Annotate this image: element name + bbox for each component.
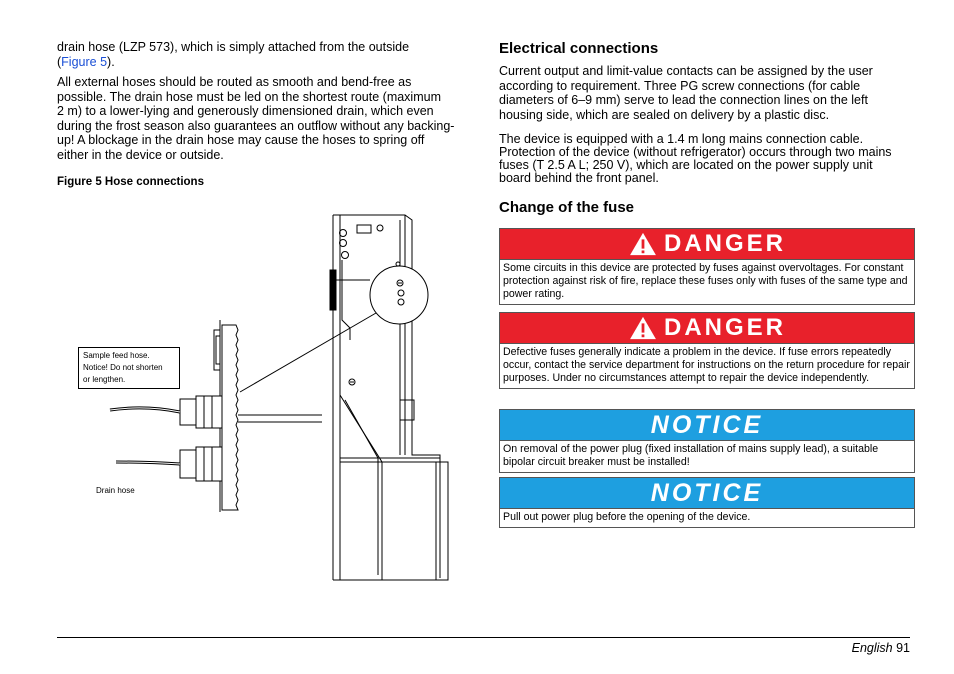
intro-text: drain hose (LZP 573), which is simply attached from the outside: [57, 40, 410, 54]
body-line: board behind the front panel.: [499, 171, 659, 185]
body-line: fuses (T 2.5 A L; 250 V), which are located on the power supply unit: [499, 158, 873, 172]
footer-language: English: [851, 641, 893, 655]
change-fuse-heading: Change of the fuse: [499, 199, 635, 216]
body-line: housing side, which are sealed on delivery by a plastic disc.: [499, 107, 830, 122]
body-line: diameters of 6–9 mm) serve to lead the connection lines on the left: [499, 93, 868, 108]
body-line: Protection of the device (without refrigerator) occurs through two mains: [499, 145, 892, 159]
body-line: either in the device or outside.: [57, 147, 224, 162]
warning-triangle-icon: [628, 316, 658, 340]
notice-title: NOTICE: [650, 410, 764, 439]
notice-text: On removal of the power plug (fixed installation of mains supply lead), a suitable bipolar circuit breaker must be installed!: [500, 440, 914, 472]
body-line: Current output and limit-value contacts can be assigned by the user: [499, 64, 873, 78]
danger-text: Defective fuses generally indicate a problem in the device. If fuse errors repeatedly occur, contact the service department for instructions on the return procedure for repair purposes. Under no circumstances attempt to repair the device independently.: [500, 343, 914, 388]
page-footer: [852, 641, 910, 655]
body-line: 2 m) to a lower-lying and generously dimensioned drain, which even: [57, 104, 434, 119]
danger-header: [500, 229, 914, 259]
body-line: The device is equipped with a 1.4 m long mains connection cable.: [499, 132, 864, 146]
label-line: Notice! Do not shorten: [83, 363, 163, 372]
label-line: Sample feed hose.: [83, 351, 150, 360]
electrical-connections-heading: Electrical connections: [499, 40, 659, 57]
body-line: possible. The drain hose must be led on the shortest route (maximum: [57, 89, 441, 104]
danger-box: [499, 228, 915, 305]
warning-triangle-icon: [628, 232, 658, 256]
danger-text: Some circuits in this device are protected by fuses against overvoltages. For constant protection against risk of fire, replace these fuses only with fuses of the same type and power rating.: [500, 259, 914, 304]
electrical-paragraph-2: [499, 133, 913, 185]
notice-header: [500, 478, 914, 508]
figure-5-link[interactable]: Figure 5: [61, 54, 108, 69]
notice-header: [500, 410, 914, 440]
label-line: or lengthen.: [83, 375, 126, 384]
danger-title: DANGER: [663, 314, 786, 341]
notice-box: [499, 477, 915, 528]
body-line: during the frost season also guarantees an outflow without any backing-: [57, 118, 455, 133]
intro-paragraph: [57, 40, 477, 69]
page-number: 91: [896, 641, 910, 655]
danger-box: [499, 312, 915, 389]
danger-header: [500, 313, 914, 343]
hose-routing-paragraph: [57, 75, 477, 163]
notice-text: Pull out power plug before the opening of the device.: [500, 508, 914, 527]
body-line: All external hoses should be routed as smooth and bend-free as: [57, 75, 412, 89]
hose-connections-figure: [60, 200, 480, 590]
figure-caption: Figure 5 Hose connections: [57, 176, 204, 188]
link-open-paren: (: [57, 54, 62, 69]
notice-title: NOTICE: [650, 478, 764, 507]
body-line: according to requirement. Three PG screw connections (for cable: [499, 78, 861, 93]
footer-rule: [57, 637, 910, 638]
danger-title: DANGER: [663, 230, 786, 257]
drain-hose-label: Drain hose: [96, 486, 135, 495]
electrical-paragraph-1: [499, 64, 913, 122]
body-line: up! A blockage in the drain hose may cause the hoses to spring off: [57, 133, 425, 148]
notice-box: [499, 409, 915, 473]
sample-feed-hose-label: [78, 347, 180, 389]
link-close-paren: ).: [107, 54, 115, 69]
